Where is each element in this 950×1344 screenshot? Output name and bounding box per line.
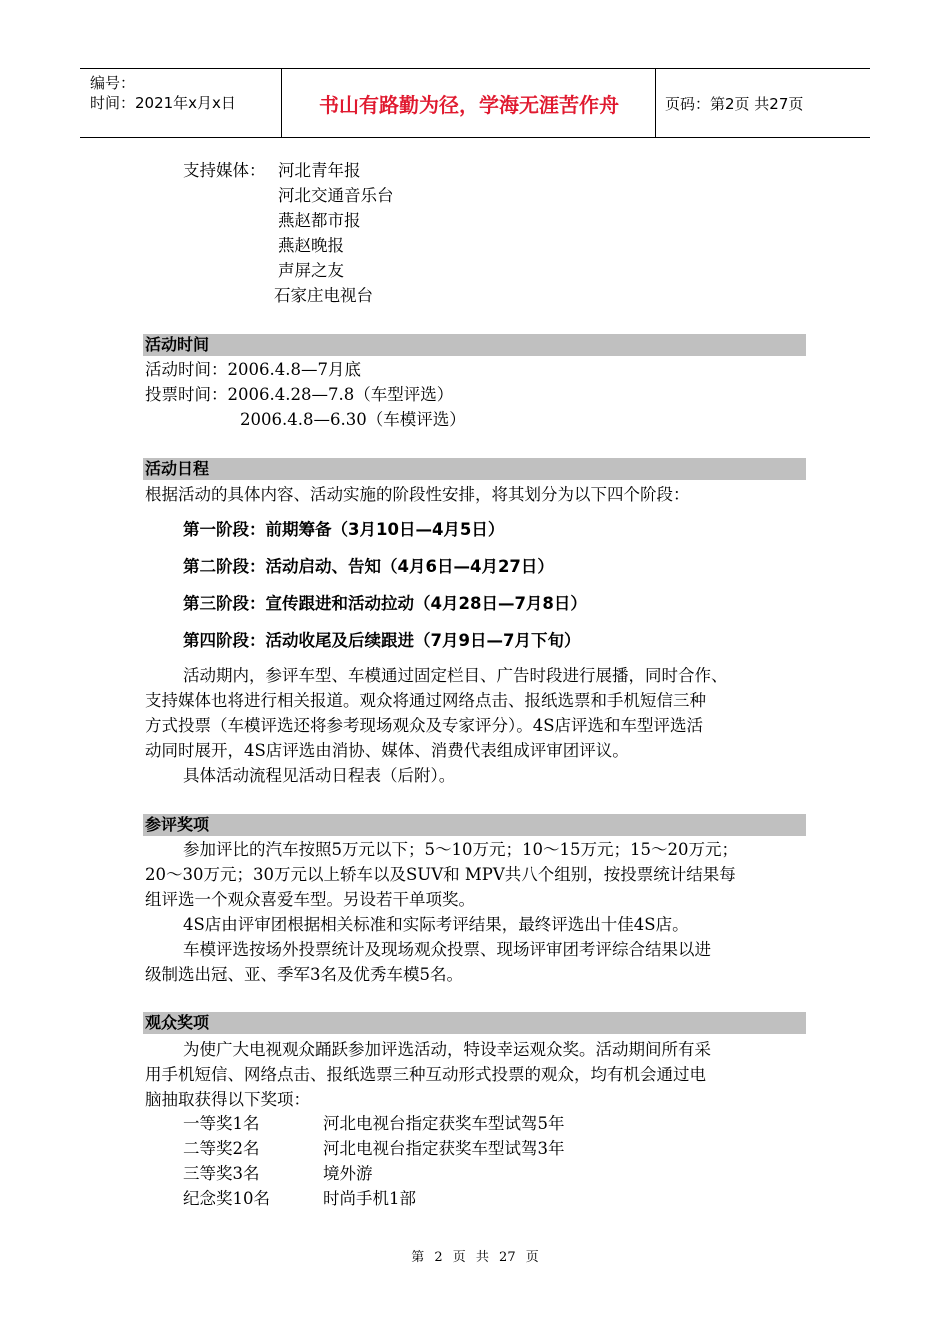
- page-header: [80, 68, 870, 138]
- header-divider: [655, 69, 656, 137]
- section-heading-bar: [143, 1012, 806, 1034]
- paragraph-line: 用手机短信、网络点击、报纸选票三种互动形式投票的观众，均有机会通过电: [145, 1065, 706, 1084]
- time-line: 投票时间：2006.4.28—7.8（车型评选）: [145, 385, 454, 404]
- paragraph-line: 4S店由评审团根据相关标准和实际考评结果，最终评选出十佳4S店。: [183, 915, 689, 934]
- phase-item: 第一阶段：前期筹备（3月10日—4月5日）: [183, 520, 505, 539]
- media-item: 河北青年报: [278, 161, 361, 180]
- header-number: 编号：: [90, 74, 136, 92]
- media-item: 石家庄电视台: [274, 286, 373, 305]
- prize-detail: 河北电视台指定获奖车型试驾5年: [323, 1114, 565, 1133]
- paragraph-line: 方式投票（车模评选还将参考现场观众及专家评分）。4S店评选和车型评选活: [145, 716, 704, 735]
- paragraph-line: 支持媒体也将进行相关报道。观众将通过网络点击、报纸选票和手机短信三种: [145, 691, 706, 710]
- paragraph-line: 具体活动流程见活动日程表（后附）。: [183, 766, 456, 785]
- prize-name: 一等奖1名: [183, 1114, 260, 1133]
- schedule-intro: 根据活动的具体内容、活动实施的阶段性安排，将其划分为以下四个阶段：: [145, 485, 690, 504]
- prize-detail: 境外游: [323, 1164, 373, 1183]
- header-page-number: 页码：第2页 共27页: [665, 95, 804, 113]
- section-heading-bar: [143, 458, 806, 480]
- prize-name: 二等奖2名: [183, 1139, 260, 1158]
- paragraph-line: 组评选一个观众喜爱车型。另设若干单项奖。: [145, 890, 475, 909]
- page-footer: 第 2 页 共 27 页: [411, 1250, 539, 1265]
- header-motto: 书山有路勤为径，学海无涯苦作舟: [319, 92, 619, 117]
- prize-detail: 时尚手机1部: [323, 1189, 416, 1208]
- media-item: 燕赵晚报: [278, 236, 344, 255]
- paragraph-line: 活动期内，参评车型、车模通过固定栏目、广告时段进行展播，同时合作、: [183, 666, 728, 685]
- paragraph-line: 20～30万元；30万元以上轿车以及SUV和 MPV共八个组别，按投票统计结果每: [145, 865, 736, 884]
- phase-item: 第四阶段：活动收尾及后续跟进（7月9日—7月下旬）: [183, 631, 581, 650]
- section-heading-bar: [143, 334, 806, 356]
- paragraph-line: 车模评选按场外投票统计及现场观众投票、现场评审团考评综合结果以进: [183, 940, 711, 959]
- section-heading: 活动时间: [145, 335, 210, 354]
- media-label: 支持媒体：: [183, 161, 266, 180]
- time-line: 活动时间：2006.4.8—7月底: [145, 360, 361, 379]
- paragraph-line: 脑抽取获得以下奖项：: [145, 1090, 310, 1109]
- paragraph-line: 参加评比的汽车按照5万元以下；5～10万元；10～15万元；15～20万元；: [183, 840, 738, 859]
- media-item: 河北交通音乐台: [278, 186, 394, 205]
- phase-item: 第二阶段：活动启动、告知（4月6日—4月27日）: [183, 557, 554, 576]
- prize-detail: 河北电视台指定获奖车型试驾3年: [323, 1139, 565, 1158]
- section-heading: 参评奖项: [145, 815, 210, 834]
- media-item: 燕赵都市报: [278, 211, 361, 230]
- paragraph-line: 为使广大电视观众踊跃参加评选活动，特设幸运观众奖。活动期间所有采: [183, 1040, 711, 1059]
- paragraph-line: 动同时展开，4S店评选由消协、媒体、消费代表组成评审团评议。: [145, 741, 629, 760]
- media-item: 声屏之友: [278, 261, 344, 280]
- header-date: 时间：2021年x月x日: [90, 94, 236, 112]
- time-line: 2006.4.8—6.30（车模评选）: [240, 410, 466, 429]
- prize-name: 纪念奖10名: [183, 1189, 270, 1208]
- phase-item: 第三阶段：宣传跟进和活动拉动（4月28日—7月8日）: [183, 594, 587, 613]
- section-heading: 观众奖项: [145, 1013, 210, 1032]
- header-info: [90, 73, 236, 113]
- section-heading: 活动日程: [145, 459, 210, 478]
- paragraph-line: 级制选出冠、亚、季军3名及优秀车模5名。: [145, 965, 463, 984]
- header-divider: [281, 69, 282, 137]
- prize-name: 三等奖3名: [183, 1164, 260, 1183]
- section-heading-bar: [143, 814, 806, 836]
